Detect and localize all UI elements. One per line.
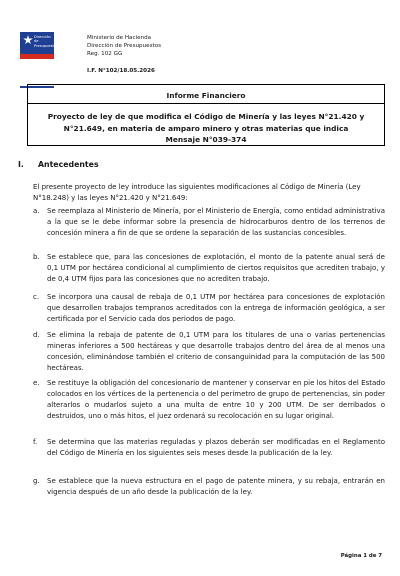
list-text: Se elimina la rebaja de patente de 0,1 UTM para los titulares de una o varias pertenencias mineras inferiores a 500 hectáreas y que desarrolle trabajos dentro del área de al menos una concesión, eliminándose también el criterio de consanguinidad para la computación de las 500 hectáreas. xyxy=(47,331,385,372)
list-letter: d. xyxy=(33,331,40,339)
header-line-direction: Dirección de Presupuestos xyxy=(87,43,162,50)
page-number: Página 1 de 7 xyxy=(340,553,382,559)
report-number: I.F. N°102/18.05.2026 xyxy=(87,68,155,74)
star-icon xyxy=(23,35,33,45)
report-title: Informe Financiero xyxy=(166,91,246,100)
list-letter: e. xyxy=(33,379,40,387)
title-divider xyxy=(28,103,384,104)
list-letter: a. xyxy=(33,207,40,215)
list-item-b xyxy=(33,252,385,285)
list-item-f xyxy=(33,437,385,459)
list-text: Se establece que, para las concesiones de explotación, el monto de la patente anual será de 0,1 UTM por hectárea condicional al cumplimiento de ciertos requisitos que acrediten trabajo, y de 0,4 UTM fijos para las concesiones que no acrediten trabajo. xyxy=(47,253,385,283)
list-letter: f. xyxy=(33,438,38,446)
message-number: Mensaje N°039-374 xyxy=(165,135,247,144)
list-text: Se reemplaza al Ministerio de Minería, por el Ministerio de Energía, como entidad administrativa a la que se le debe informar sobre la presencia de hidrocarburos dentro de los terrenos de concesión minera a fin de que se ordene la separación de las sustancias concesibles. xyxy=(47,207,385,237)
list-text: Se restituye la obligación del concesionario de mantener y conservar en pie los hitos del Estado colocados en los vértices de la pertenencia o del perímetro de grupo de pertenencias, sin poder alterarlos o mudarlos sujeto a una multa de entre 10 y 200 UTM. De ser derribados o destruidos, uno o más hitos, el juez ordenará su recolocación en su lugar original. xyxy=(47,379,385,420)
list-item-g xyxy=(33,476,385,498)
list-item-e xyxy=(33,378,385,422)
logo-blue-band xyxy=(20,32,58,54)
list-letter: g. xyxy=(33,477,40,485)
bill-title: Proyecto de ley de que modifica el Código de Minería y las leyes N°21.420 y N°21.649, en materia de amparo minero y otras materias que indica xyxy=(47,112,365,133)
intro-paragraph: El presente proyecto de ley introduce las siguientes modificaciones al Código de Minería (Ley N°18.248) y las leyes N°21.420 y N°21.649: xyxy=(33,183,361,202)
list-item-d xyxy=(33,330,385,374)
list-letter: c. xyxy=(33,293,40,301)
section-title: Antecedentes xyxy=(38,160,99,169)
list-letter: b. xyxy=(33,253,40,261)
section-number: I. xyxy=(18,160,24,169)
logo-white-band xyxy=(20,59,54,86)
logo-text: Dirección de Presupuestos xyxy=(34,35,58,48)
header-line-reg: Reg. 102 GG xyxy=(87,51,123,58)
ministry-logo xyxy=(20,32,58,88)
header-block xyxy=(87,34,161,59)
list-text: Se incorpora una causal de rebaja de 0,1 UTM por hectárea para concesiones de explotación que desarrollen trabajos tempranos acreditados con la entrega de información geológica, a ser certificada por el Servicio cada dos periodos de pago. xyxy=(47,293,385,323)
header-line-ministry: Ministerio de Hacienda xyxy=(87,35,152,41)
list-item-c xyxy=(33,292,385,325)
title-box xyxy=(27,84,385,146)
list-text: Se determina que las materias reguladas y plazos deberán ser modificadas en el Reglamento del Código de Minería en los siguientes seis meses desde la publicación de la ley. xyxy=(47,438,385,457)
list-item-a xyxy=(33,206,385,239)
list-text: Se establece que la nueva estructura en el pago de patente minera, y su rebaja, entrarán en vigencia después de un año desde la publicación de la ley. xyxy=(47,477,385,496)
